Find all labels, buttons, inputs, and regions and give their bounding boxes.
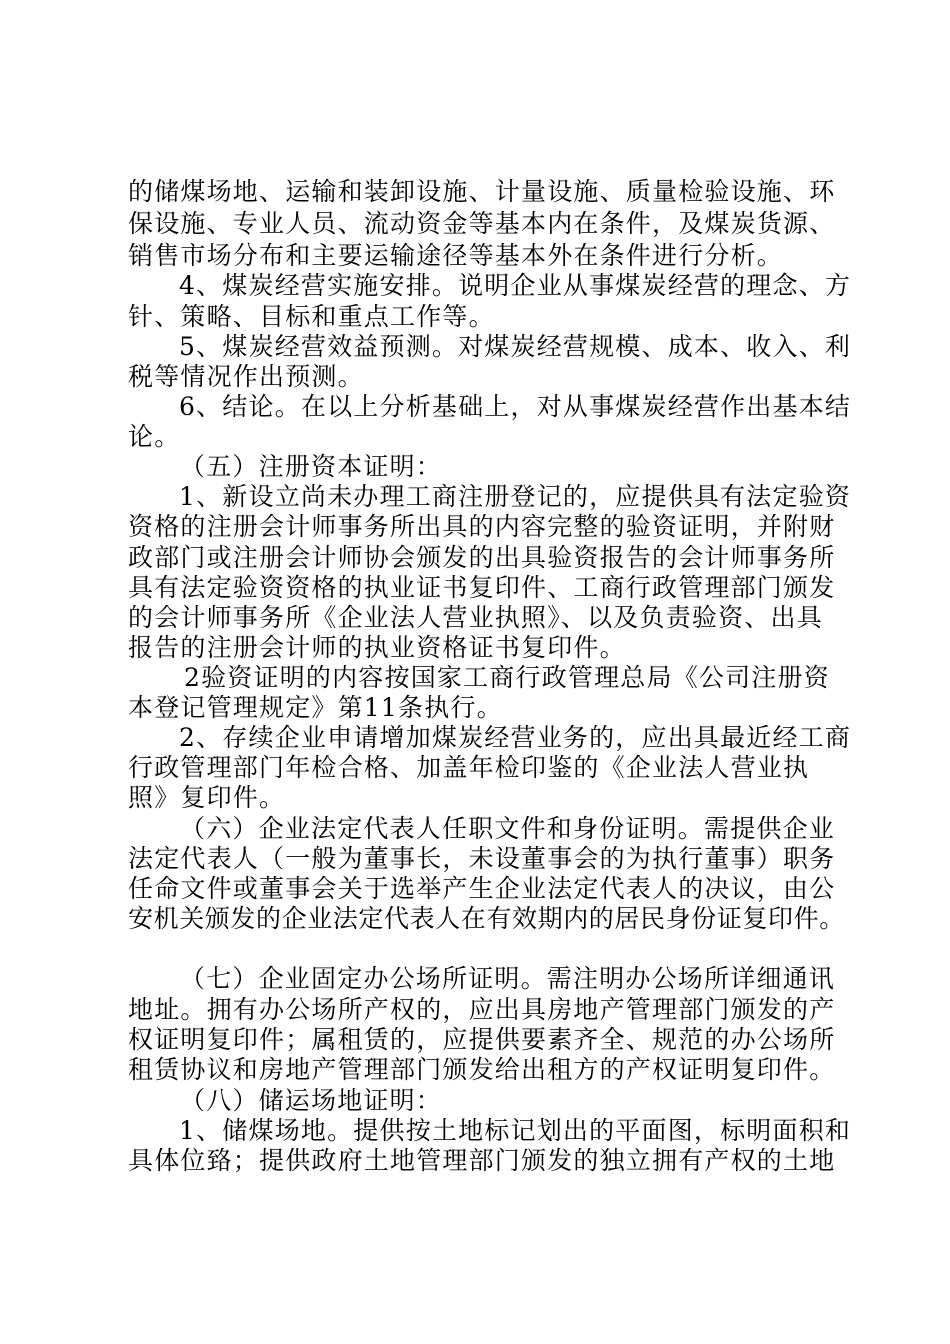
text-line: 论。 bbox=[128, 422, 181, 451]
text-line: 的储煤场地、运输和装卸设施、计量设施、质量检验设施、环 bbox=[128, 177, 836, 206]
text-line: 销售市场分布和主要运输途径等基本外在条件进行分析。 bbox=[128, 241, 784, 270]
text-line: 法定代表人（一般为董事长，未设董事会的为执行董事）职务 bbox=[128, 844, 836, 873]
text-line: 的会计师事务所《企业法人营业执照》、以及负责验资、出具 bbox=[128, 603, 823, 632]
text-line: 租赁协议和房地产管理部门颁发给出租方的产权证明复印件。 bbox=[128, 1055, 836, 1084]
text-line: 具有法定验资资格的执业证书复印件、工商行政管理部门颁发 bbox=[128, 573, 836, 602]
section-heading: （五）注册资本证明： bbox=[180, 452, 443, 481]
text-line: 本登记管理规定》第11条执行。 bbox=[128, 693, 503, 722]
text-line: 税等情况作出预测。 bbox=[128, 362, 364, 391]
text-line: 2验资证明的内容按国家工商行政管理总局《公司注册资 bbox=[184, 663, 830, 692]
text-line: 地址。拥有办公场所产权的，应出具房地产管理部门颁发的产 bbox=[128, 995, 836, 1024]
text-line: 权证明复印件；属租赁的，应提供要素齐全、规范的办公场所 bbox=[128, 1025, 836, 1054]
text-line: 政部门或注册会计师协会颁发的出具验资报告的会计师事务所 bbox=[128, 543, 836, 572]
text-line: 针、策略、目标和重点工作等。 bbox=[128, 302, 495, 331]
text-line: 资格的注册会计师事务所出具的内容完整的验资证明，并附财 bbox=[128, 512, 836, 541]
text-line: 具体位臵；提供政府土地管理部门颁发的独立拥有产权的土地 bbox=[128, 1146, 836, 1175]
text-line: 报告的注册会计师的执业资格证书复印件。 bbox=[128, 633, 626, 662]
section-heading: （六）企业法定代表人任职文件和身份证明。需提供企业 bbox=[180, 814, 836, 843]
text-line: 1、储煤场地。提供按土地标记划出的平面图，标明面积和 bbox=[179, 1116, 852, 1145]
text-line: 5、煤炭经营效益预测。对煤炭经营规模、成本、收入、利 bbox=[179, 332, 852, 361]
text-line: 4、煤炭经营实施安排。说明企业从事煤炭经营的理念、方 bbox=[179, 271, 852, 300]
text-line: 安机关颁发的企业法定代表人在有效期内的居民身份证复印件。 bbox=[128, 904, 845, 933]
text-line: 1、新设立尚未办理工商注册登记的，应提供具有法定验资 bbox=[179, 482, 852, 511]
text-line: 行政管理部门年检合格、加盖年检印鉴的《企业法人营业执 bbox=[128, 753, 810, 782]
section-heading: （七）企业固定办公场所证明。需注明办公场所详细通讯 bbox=[180, 964, 836, 993]
text-line: 任命文件或董事会关于选举产生企业法定代表人的决议，由公 bbox=[128, 874, 836, 903]
text-line: 保设施、专业人员、流动资金等基本内在条件，及煤炭货源、 bbox=[128, 209, 836, 238]
text-line: 照》复印件。 bbox=[128, 783, 286, 812]
text-line: 6、结论。在以上分析基础上，对从事煤炭经营作出基本结 bbox=[179, 392, 852, 421]
text-line: 2、存续企业申请增加煤炭经营业务的，应出具最近经工商 bbox=[179, 723, 852, 752]
section-heading: （八）储运场地证明： bbox=[180, 1086, 443, 1115]
